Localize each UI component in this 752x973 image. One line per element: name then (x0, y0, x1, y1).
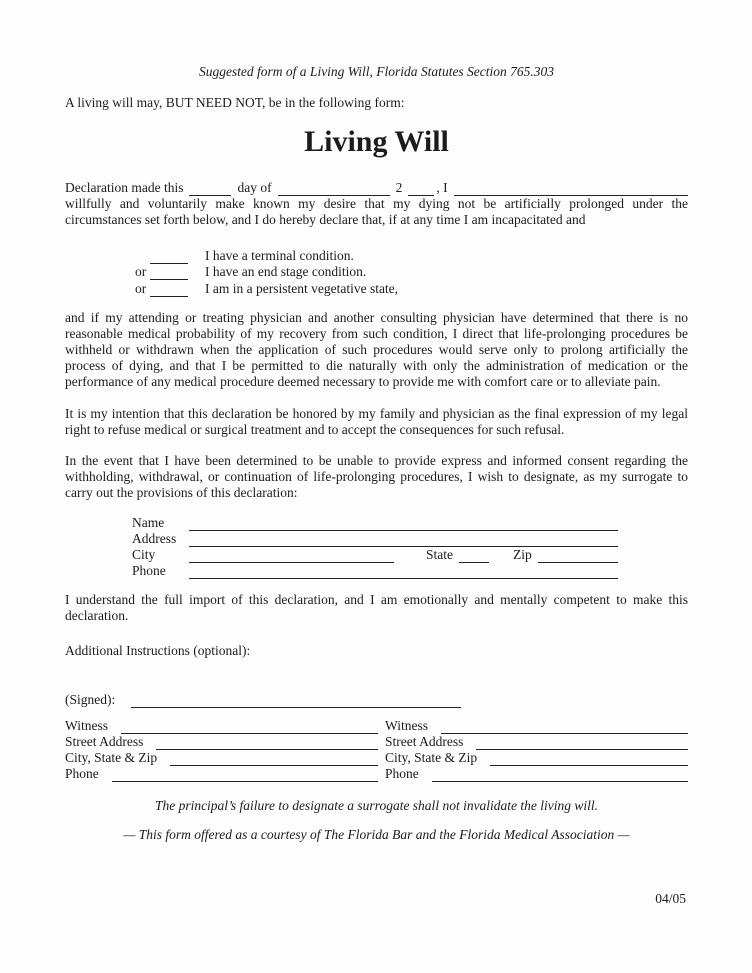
witness-phone-blank[interactable] (112, 778, 378, 782)
condition-row-vegetative (135, 280, 688, 297)
additional-instructions-label: Additional Instructions (optional): (65, 642, 251, 658)
witness-column-2 (385, 718, 688, 782)
witness-name-blank[interactable] (441, 730, 688, 734)
page-title: Living Will (304, 125, 449, 158)
condition-end-stage-text: I have an end stage condition. (205, 264, 367, 280)
page-number: 04/05 (655, 891, 686, 906)
principal-note: The principal’s failure to designate a surrogate shall not invalidate the living will. (154, 797, 599, 813)
phone-label: Phone (385, 765, 419, 781)
city-state-zip-label: City, State & Zip (65, 749, 158, 765)
surrogate-address-row (132, 531, 618, 547)
condition-or-label: or (135, 280, 147, 296)
witness-column-1 (65, 718, 378, 782)
declaration-year-prefix: 2 (395, 180, 403, 196)
witness-name-blank[interactable] (121, 730, 378, 734)
condition-row-end-stage (135, 264, 688, 281)
surrogate-city-row (132, 547, 618, 563)
intention-paragraph: It is my intention that this declaration be honored by my family and physician as the final expression of my legal right to refuse medical or surgical treatment and to accept the consequences for such refusal. (65, 405, 688, 437)
witness-city-state-zip-row (65, 750, 378, 766)
city-state-zip-label: City, State & Zip (385, 749, 478, 765)
witness-block (65, 718, 688, 782)
declaration-line (65, 179, 688, 196)
surrogate-fields-block (132, 515, 618, 579)
surrogate-name-label: Name (132, 514, 165, 530)
surrogate-state-label: State (426, 546, 453, 562)
witness-city-state-zip-blank[interactable] (170, 762, 378, 766)
signature-blank[interactable] (131, 704, 461, 708)
phone-label: Phone (65, 765, 99, 781)
declaration-comma-i-text: , I (436, 180, 448, 196)
condition-terminal-text: I have a terminal condition. (205, 247, 354, 263)
declaration-continuation: willfully and voluntarily make known my desire that my dying not be artificially prolonged under the circumstances set forth below, and I do hereby declare that, if at any time I am incapacitated and (65, 196, 688, 228)
condition-vegetative-blank[interactable] (150, 293, 188, 297)
condition-row-terminal (135, 247, 688, 264)
condition-terminal-blank[interactable] (150, 260, 188, 264)
intro-line: A living will may, BUT NEED NOT, be in the following form: (65, 95, 405, 110)
witness-city-state-zip-blank[interactable] (490, 762, 688, 766)
witness-name-row (65, 718, 378, 734)
surrogate-address-blank[interactable] (189, 543, 618, 547)
surrogate-zip-label: Zip (513, 546, 532, 562)
witness-name-row (385, 718, 688, 734)
physician-paragraph: and if my attending or treating physician and another consulting physician have determined that there is no reasonable medical probability of my recovery from such condition, I direct that life-prolonging procedures be withheld or withdrawn when the application of such procedures would serve only to prolong artificially the process of dying, and that I be permitted to die naturally with only the administration of medication or the performance of any medical procedure deemed necessary to provide me with comfort care or to alleviate pain. (65, 309, 688, 389)
additional-instructions-area[interactable] (65, 659, 688, 691)
witness-city-state-zip-row (385, 750, 688, 766)
condition-or-label: or (135, 264, 147, 280)
signed-label: (Signed): (65, 691, 116, 707)
witness-street-row (65, 734, 378, 750)
surrogate-phone-row (132, 563, 618, 579)
surrogate-zip-blank[interactable] (538, 559, 618, 563)
street-address-label: Street Address (65, 733, 144, 749)
conditions-block (135, 247, 688, 297)
surrogate-phone-blank[interactable] (189, 575, 618, 579)
witness-street-blank[interactable] (476, 746, 688, 750)
surrogate-paragraph: In the event that I have been determined to be unable to provide express and informed consent regarding the withholding, withdrawal, or continuation of life-prolonging procedures, I wish to designate, as my surrogate to carry out the provisions of this declaration: (65, 452, 688, 500)
witness-phone-row (385, 766, 688, 782)
witness-street-blank[interactable] (156, 746, 378, 750)
declaration-day-of-text: day of (237, 180, 272, 196)
witness-street-row (385, 734, 688, 750)
surrogate-city-blank[interactable] (189, 559, 394, 563)
signed-row (65, 691, 688, 708)
surrogate-name-row (132, 515, 618, 531)
surrogate-name-blank[interactable] (189, 527, 618, 531)
witness-phone-blank[interactable] (432, 778, 688, 782)
courtesy-note: — This form offered as a courtesy of The Florida Bar and the Florida Medical Association — (123, 826, 630, 842)
page-content (65, 0, 688, 843)
surrogate-state-blank[interactable] (459, 559, 489, 563)
witness-label: Witness (385, 717, 428, 733)
surrogate-city-label: City (132, 546, 156, 562)
street-address-label: Street Address (385, 733, 464, 749)
competence-paragraph: I understand the full import of this declaration, and I am emotionally and mentally competent to make this declaration. (65, 591, 688, 623)
statute-header: Suggested form of a Living Will, Florida Statutes Section 765.303 (198, 64, 555, 79)
declaration-made-this-text: Declaration made this (65, 180, 184, 196)
witness-phone-row (65, 766, 378, 782)
condition-vegetative-text: I am in a persistent vegetative state, (205, 280, 399, 296)
condition-end-stage-blank[interactable] (150, 276, 188, 280)
witness-label: Witness (65, 717, 108, 733)
surrogate-phone-label: Phone (132, 562, 166, 578)
surrogate-address-label: Address (132, 530, 177, 546)
